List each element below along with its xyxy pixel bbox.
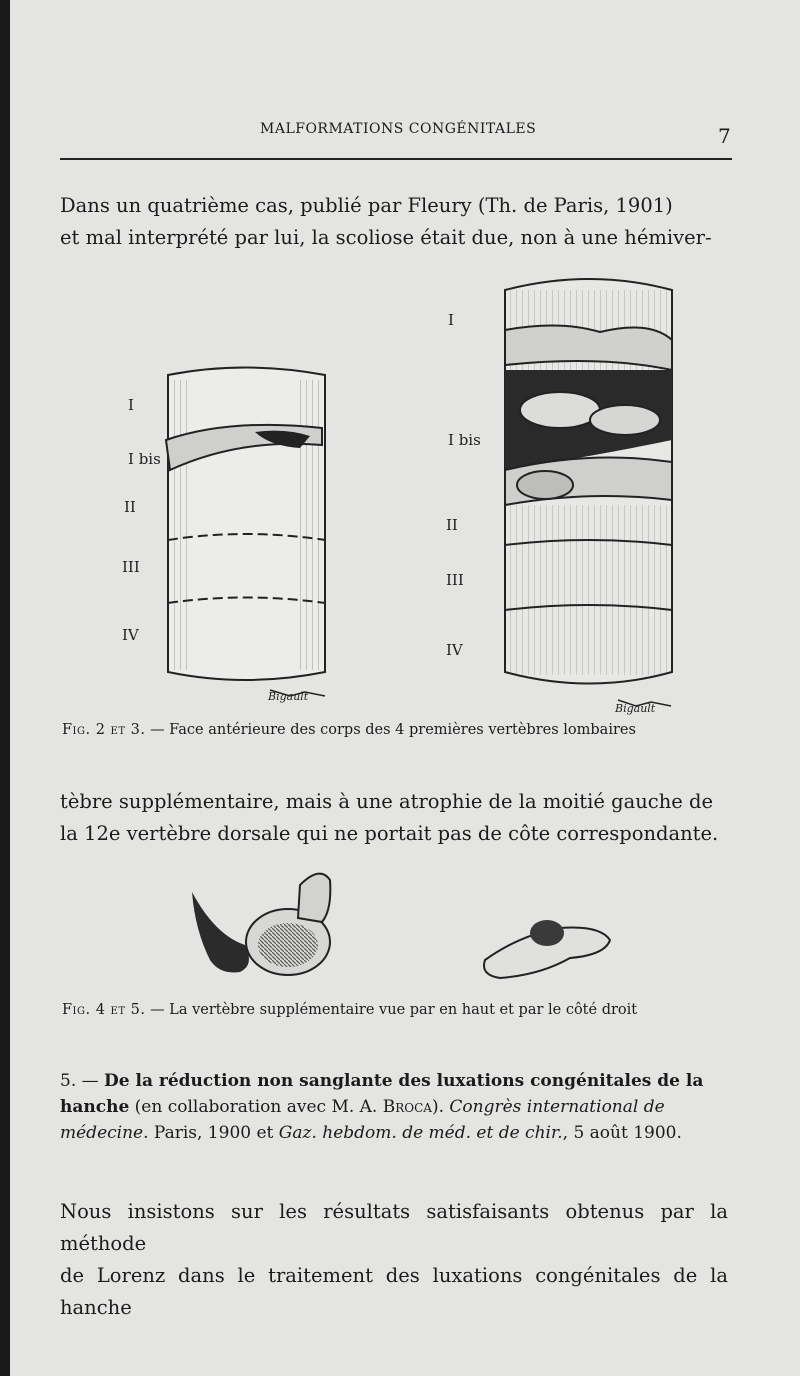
- figure-4-5-caption: [62, 1002, 637, 1018]
- closing-line-2: de Lorenz dans le traitement des luxations congénitales de la hanche: [60, 1264, 728, 1319]
- section-title: De la réduction non sanglante des luxations congénitales de la hanche: [60, 1071, 704, 1117]
- section-collab-end: ).: [431, 1097, 450, 1117]
- section-collab-name: Broca: [382, 1097, 432, 1117]
- label-left-Ibis: I bis: [128, 450, 161, 468]
- continuation-line-1: tèbre supplémentaire, mais à une atrophie de la moitié gauche de: [60, 790, 714, 813]
- label-left-I: I: [128, 396, 134, 414]
- intro-line-2: et mal interprété par lui, la scoliose était due, non à une hémiver-: [60, 226, 712, 249]
- signature-left: Bigault: [268, 690, 309, 703]
- running-header: MALFORMATIONS CONGÉNITALES: [260, 121, 537, 137]
- caption-lead: Fig. 2 et 3.: [62, 722, 146, 738]
- figure-4-vertebra-top-view: [192, 874, 330, 975]
- label-right-I: I: [448, 311, 454, 329]
- section-collab: (en collaboration avec M. A.: [129, 1097, 383, 1117]
- caption-lead-4-5: Fig. 4 et 5.: [62, 1002, 146, 1018]
- label-left-III: III: [122, 558, 140, 576]
- label-right-Ibis: I bis: [448, 431, 481, 449]
- section-journal-1: Congrès international de médecine: [60, 1097, 665, 1143]
- section-5-reference: [60, 1068, 728, 1146]
- label-left-IV: IV: [122, 626, 139, 644]
- figure-5-vertebra-side-view: [484, 920, 610, 978]
- closing-line-1: Nous insistons sur les résultats satisfaisants obtenus par la méthode: [60, 1200, 728, 1255]
- closing-paragraph: [60, 1196, 728, 1324]
- intro-line-1: Dans un quatrième cas, publié par Fleury (Th. de Paris, 1901): [60, 194, 673, 217]
- label-right-III: III: [446, 571, 464, 589]
- section-date: , 5 août 1900.: [562, 1123, 682, 1143]
- label-right-IV: IV: [446, 641, 463, 659]
- page-number: 7: [718, 124, 731, 148]
- section-number: 5. —: [60, 1071, 99, 1091]
- label-left-II: II: [124, 498, 136, 516]
- caption-text-4-5: — La vertèbre supplémentaire vue par en haut et par le côté droit: [145, 1002, 638, 1018]
- signature-right: Bigault: [615, 702, 656, 715]
- section-place-year: . Paris, 1900 et: [143, 1123, 279, 1143]
- section-journal-2: Gaz. hebdom. de méd. et de chir.: [278, 1123, 563, 1143]
- caption-text: — Face antérieure des corps des 4 premières vertèbres lombaires: [145, 722, 636, 738]
- label-right-II: II: [446, 516, 458, 534]
- continuation-line-2: la 12e vertèbre dorsale qui ne portait pas de côte correspondante.: [60, 822, 719, 845]
